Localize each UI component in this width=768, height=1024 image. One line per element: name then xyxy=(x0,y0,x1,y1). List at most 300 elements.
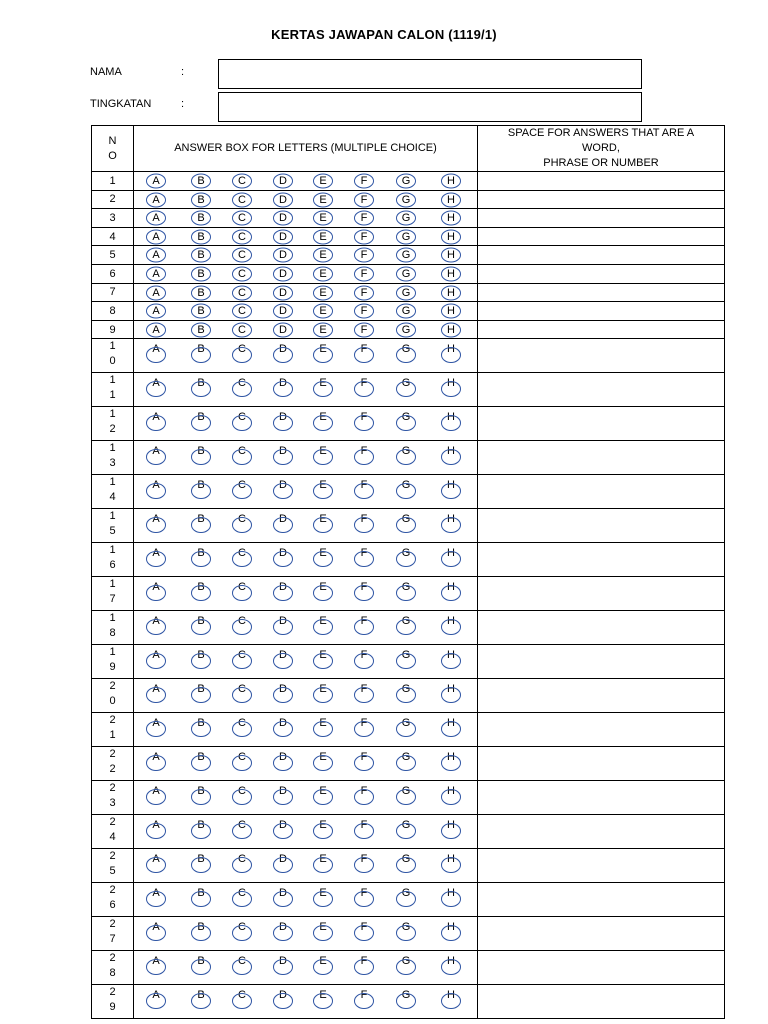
option-a-bubble[interactable] xyxy=(147,955,166,975)
option-g-bubble[interactable] xyxy=(397,887,416,907)
option-g-bubble[interactable] xyxy=(397,819,416,839)
option-c-bubble[interactable] xyxy=(233,411,252,431)
option-g-bubble[interactable] xyxy=(397,267,416,281)
option-h-bubble[interactable] xyxy=(442,479,461,499)
question-number xyxy=(92,543,134,577)
option-b-bubble[interactable] xyxy=(192,887,211,907)
option-g-bubble[interactable] xyxy=(397,547,416,567)
option-a-bubble[interactable] xyxy=(147,547,166,567)
nama-field[interactable] xyxy=(218,59,642,89)
option-d-bubble[interactable] xyxy=(274,785,293,805)
option-c-bubble[interactable] xyxy=(233,343,252,363)
option-a-bubble[interactable] xyxy=(147,343,166,363)
option-b-bubble[interactable] xyxy=(192,377,211,397)
question-number-digit: 2 xyxy=(109,782,116,795)
option-letter: A xyxy=(152,683,160,696)
option-g-bubble[interactable] xyxy=(397,513,416,533)
written-answer-cell[interactable] xyxy=(478,747,725,781)
option-a-bubble[interactable] xyxy=(147,230,166,244)
option-e-bubble[interactable] xyxy=(314,286,333,300)
option-b-bubble[interactable] xyxy=(192,581,211,601)
option-letter: G xyxy=(401,717,411,730)
option-h-bubble[interactable] xyxy=(442,649,461,669)
option-a-bubble[interactable] xyxy=(147,479,166,499)
option-b-bubble[interactable] xyxy=(192,921,211,941)
option-d-bubble[interactable] xyxy=(274,989,293,1009)
option-h-bubble[interactable] xyxy=(442,819,461,839)
option-c-bubble[interactable] xyxy=(233,989,252,1009)
option-b-bubble[interactable] xyxy=(192,230,211,244)
written-answer-cell[interactable] xyxy=(478,209,725,228)
choice-cell xyxy=(134,917,478,951)
option-a-bubble[interactable] xyxy=(147,286,166,300)
option-letter: H xyxy=(447,193,455,206)
option-f-bubble[interactable] xyxy=(355,989,374,1009)
option-b-bubble[interactable] xyxy=(192,211,211,225)
choice-cell xyxy=(134,543,478,577)
option-b-bubble[interactable] xyxy=(192,267,211,281)
option-b-bubble[interactable] xyxy=(192,547,211,567)
option-b-bubble[interactable] xyxy=(192,717,211,737)
option-b-bubble[interactable] xyxy=(192,193,211,207)
option-d-bubble[interactable] xyxy=(274,615,293,635)
written-answer-cell[interactable] xyxy=(478,264,725,283)
choice-cell xyxy=(134,209,478,228)
option-f-bubble[interactable] xyxy=(355,581,374,601)
option-letter: D xyxy=(279,581,287,594)
written-answer-cell[interactable] xyxy=(478,883,725,917)
option-e-bubble[interactable] xyxy=(314,479,333,499)
written-answer-cell[interactable] xyxy=(478,611,725,645)
option-g-bubble[interactable] xyxy=(397,377,416,397)
question-number xyxy=(92,441,134,475)
option-d-bubble[interactable] xyxy=(274,193,293,207)
option-f-bubble[interactable] xyxy=(355,547,374,567)
option-f-bubble[interactable] xyxy=(355,887,374,907)
option-g-bubble[interactable] xyxy=(397,323,416,337)
option-letter: E xyxy=(319,785,327,798)
option-g-bubble[interactable] xyxy=(397,304,416,318)
option-letter: G xyxy=(401,955,411,968)
written-answer-cell[interactable] xyxy=(478,509,725,543)
option-c-bubble[interactable] xyxy=(233,377,252,397)
table-row xyxy=(92,407,725,441)
option-letter: C xyxy=(238,513,246,526)
written-answer-cell[interactable] xyxy=(478,985,725,1019)
option-d-bubble[interactable] xyxy=(274,267,293,281)
option-e-bubble[interactable] xyxy=(314,248,333,262)
option-letter: D xyxy=(279,445,287,458)
table-row xyxy=(92,951,725,985)
option-b-bubble[interactable] xyxy=(192,323,211,337)
written-answer-cell[interactable] xyxy=(478,781,725,815)
option-c-bubble[interactable] xyxy=(233,785,252,805)
option-g-bubble[interactable] xyxy=(397,174,416,188)
option-e-bubble[interactable] xyxy=(314,853,333,873)
option-h-bubble[interactable] xyxy=(442,581,461,601)
question-number-digit: 1 xyxy=(109,340,116,353)
option-c-bubble[interactable] xyxy=(233,751,252,771)
option-f-bubble[interactable] xyxy=(355,819,374,839)
option-a-bubble[interactable] xyxy=(147,785,166,805)
option-f-bubble[interactable] xyxy=(355,411,374,431)
written-answer-cell[interactable] xyxy=(478,679,725,713)
option-g-bubble[interactable] xyxy=(397,785,416,805)
option-h-bubble[interactable] xyxy=(442,785,461,805)
option-h-bubble[interactable] xyxy=(442,887,461,907)
option-b-bubble[interactable] xyxy=(192,513,211,533)
option-b-bubble[interactable] xyxy=(192,411,211,431)
option-a-bubble[interactable] xyxy=(147,411,166,431)
written-answer-cell[interactable] xyxy=(478,713,725,747)
option-letter: H xyxy=(447,547,455,560)
option-d-bubble[interactable] xyxy=(274,445,293,465)
option-c-bubble[interactable] xyxy=(233,615,252,635)
option-letter: E xyxy=(319,547,327,560)
option-f-bubble[interactable] xyxy=(355,304,374,318)
option-g-bubble[interactable] xyxy=(397,211,416,225)
option-a-bubble[interactable] xyxy=(147,717,166,737)
option-e-bubble[interactable] xyxy=(314,785,333,805)
option-b-bubble[interactable] xyxy=(192,248,211,262)
option-a-bubble[interactable] xyxy=(147,445,166,465)
option-f-bubble[interactable] xyxy=(355,323,374,337)
question-number-digit: 2 xyxy=(109,952,116,965)
option-h-bubble[interactable] xyxy=(442,683,461,703)
option-g-bubble[interactable] xyxy=(397,853,416,873)
option-h-bubble[interactable] xyxy=(442,513,461,533)
written-answer-cell[interactable] xyxy=(478,190,725,209)
option-d-bubble[interactable] xyxy=(274,547,293,567)
option-d-bubble[interactable] xyxy=(274,683,293,703)
option-h-bubble[interactable] xyxy=(442,547,461,567)
option-d-bubble[interactable] xyxy=(274,174,293,188)
option-c-bubble[interactable] xyxy=(233,887,252,907)
option-letter: G xyxy=(401,212,411,225)
option-d-bubble[interactable] xyxy=(274,343,293,363)
option-e-bubble[interactable] xyxy=(314,751,333,771)
option-c-bubble[interactable] xyxy=(233,717,252,737)
option-c-bubble[interactable] xyxy=(233,248,252,262)
option-b-bubble[interactable] xyxy=(192,615,211,635)
option-f-bubble[interactable] xyxy=(355,853,374,873)
option-a-bubble[interactable] xyxy=(147,921,166,941)
option-d-bubble[interactable] xyxy=(274,248,293,262)
written-answer-cell[interactable] xyxy=(478,320,725,339)
option-a-bubble[interactable] xyxy=(147,683,166,703)
option-b-bubble[interactable] xyxy=(192,819,211,839)
option-h-bubble[interactable] xyxy=(442,211,461,225)
option-a-bubble[interactable] xyxy=(147,615,166,635)
option-g-bubble[interactable] xyxy=(397,989,416,1009)
option-f-bubble[interactable] xyxy=(355,174,374,188)
option-e-bubble[interactable] xyxy=(314,615,333,635)
option-e-bubble[interactable] xyxy=(314,819,333,839)
option-e-bubble[interactable] xyxy=(314,323,333,337)
option-c-bubble[interactable] xyxy=(233,479,252,499)
option-e-bubble[interactable] xyxy=(314,683,333,703)
option-f-bubble[interactable] xyxy=(355,649,374,669)
option-letter: F xyxy=(360,343,368,356)
option-d-bubble[interactable] xyxy=(274,955,293,975)
written-answer-cell[interactable] xyxy=(478,849,725,883)
option-f-bubble[interactable] xyxy=(355,615,374,635)
option-f-bubble[interactable] xyxy=(355,751,374,771)
written-answer-cell[interactable] xyxy=(478,227,725,246)
option-c-bubble[interactable] xyxy=(233,286,252,300)
written-answer-cell[interactable] xyxy=(478,917,725,951)
question-number xyxy=(92,985,134,1019)
question-number xyxy=(92,849,134,883)
choice-bubbles xyxy=(134,209,478,227)
option-a-bubble[interactable] xyxy=(147,581,166,601)
option-c-bubble[interactable] xyxy=(233,211,252,225)
option-g-bubble[interactable] xyxy=(397,248,416,262)
option-letter: H xyxy=(447,751,455,764)
option-g-bubble[interactable] xyxy=(397,286,416,300)
option-f-bubble[interactable] xyxy=(355,343,374,363)
option-e-bubble[interactable] xyxy=(314,304,333,318)
choice-cell xyxy=(134,747,478,781)
option-letter: C xyxy=(238,887,246,900)
option-d-bubble[interactable] xyxy=(274,323,293,337)
option-d-bubble[interactable] xyxy=(274,211,293,225)
option-e-bubble[interactable] xyxy=(314,343,333,363)
written-answer-cell[interactable] xyxy=(478,302,725,321)
option-a-bubble[interactable] xyxy=(147,304,166,318)
option-b-bubble[interactable] xyxy=(192,751,211,771)
option-c-bubble[interactable] xyxy=(233,267,252,281)
option-g-bubble[interactable] xyxy=(397,921,416,941)
option-b-bubble[interactable] xyxy=(192,955,211,975)
option-g-bubble[interactable] xyxy=(397,955,416,975)
option-a-bubble[interactable] xyxy=(147,853,166,873)
option-a-bubble[interactable] xyxy=(147,193,166,207)
option-f-bubble[interactable] xyxy=(355,955,374,975)
option-a-bubble[interactable] xyxy=(147,819,166,839)
option-g-bubble[interactable] xyxy=(397,479,416,499)
option-letter: F xyxy=(360,323,368,336)
option-c-bubble[interactable] xyxy=(233,513,252,533)
option-c-bubble[interactable] xyxy=(233,230,252,244)
option-h-bubble[interactable] xyxy=(442,411,461,431)
written-answer-cell[interactable] xyxy=(478,407,725,441)
option-h-bubble[interactable] xyxy=(442,286,461,300)
option-d-bubble[interactable] xyxy=(274,230,293,244)
option-c-bubble[interactable] xyxy=(233,683,252,703)
option-h-bubble[interactable] xyxy=(442,193,461,207)
option-c-bubble[interactable] xyxy=(233,174,252,188)
option-c-bubble[interactable] xyxy=(233,323,252,337)
option-g-bubble[interactable] xyxy=(397,649,416,669)
option-f-bubble[interactable] xyxy=(355,513,374,533)
option-a-bubble[interactable] xyxy=(147,377,166,397)
option-f-bubble[interactable] xyxy=(355,267,374,281)
option-letter: H xyxy=(447,323,455,336)
option-h-bubble[interactable] xyxy=(442,921,461,941)
tingkatan-field[interactable] xyxy=(218,92,642,122)
option-e-bubble[interactable] xyxy=(314,445,333,465)
option-b-bubble[interactable] xyxy=(192,343,211,363)
option-c-bubble[interactable] xyxy=(233,819,252,839)
option-g-bubble[interactable] xyxy=(397,445,416,465)
option-f-bubble[interactable] xyxy=(355,377,374,397)
option-b-bubble[interactable] xyxy=(192,445,211,465)
option-f-bubble[interactable] xyxy=(355,230,374,244)
written-answer-cell[interactable] xyxy=(478,815,725,849)
option-f-bubble[interactable] xyxy=(355,479,374,499)
option-h-bubble[interactable] xyxy=(442,267,461,281)
option-b-bubble[interactable] xyxy=(192,853,211,873)
option-h-bubble[interactable] xyxy=(442,615,461,635)
written-answer-cell[interactable] xyxy=(478,441,725,475)
option-h-bubble[interactable] xyxy=(442,174,461,188)
written-answer-cell[interactable] xyxy=(478,283,725,302)
option-b-bubble[interactable] xyxy=(192,785,211,805)
option-d-bubble[interactable] xyxy=(274,887,293,907)
option-a-bubble[interactable] xyxy=(147,649,166,669)
option-d-bubble[interactable] xyxy=(274,819,293,839)
option-g-bubble[interactable] xyxy=(397,230,416,244)
option-f-bubble[interactable] xyxy=(355,717,374,737)
option-e-bubble[interactable] xyxy=(314,989,333,1009)
option-e-bubble[interactable] xyxy=(314,174,333,188)
option-f-bubble[interactable] xyxy=(355,683,374,703)
option-c-bubble[interactable] xyxy=(233,921,252,941)
option-d-bubble[interactable] xyxy=(274,479,293,499)
option-b-bubble[interactable] xyxy=(192,286,211,300)
option-b-bubble[interactable] xyxy=(192,989,211,1009)
option-e-bubble[interactable] xyxy=(314,581,333,601)
option-b-bubble[interactable] xyxy=(192,683,211,703)
option-b-bubble[interactable] xyxy=(192,174,211,188)
option-f-bubble[interactable] xyxy=(355,445,374,465)
option-c-bubble[interactable] xyxy=(233,649,252,669)
option-d-bubble[interactable] xyxy=(274,513,293,533)
option-a-bubble[interactable] xyxy=(147,267,166,281)
option-e-bubble[interactable] xyxy=(314,411,333,431)
option-f-bubble[interactable] xyxy=(355,211,374,225)
option-e-bubble[interactable] xyxy=(314,211,333,225)
option-e-bubble[interactable] xyxy=(314,377,333,397)
option-b-bubble[interactable] xyxy=(192,479,211,499)
written-answer-cell[interactable] xyxy=(478,172,725,191)
option-d-bubble[interactable] xyxy=(274,921,293,941)
option-g-bubble[interactable] xyxy=(397,193,416,207)
option-c-bubble[interactable] xyxy=(233,853,252,873)
question-number-digit: 1 xyxy=(109,578,116,591)
option-c-bubble[interactable] xyxy=(233,445,252,465)
option-f-bubble[interactable] xyxy=(355,785,374,805)
header-answer-line: WORD, xyxy=(582,142,620,154)
option-h-bubble[interactable] xyxy=(442,343,461,363)
option-a-bubble[interactable] xyxy=(147,989,166,1009)
option-e-bubble[interactable] xyxy=(314,547,333,567)
written-answer-cell[interactable] xyxy=(478,543,725,577)
option-c-bubble[interactable] xyxy=(233,547,252,567)
option-g-bubble[interactable] xyxy=(397,683,416,703)
option-e-bubble[interactable] xyxy=(314,955,333,975)
option-b-bubble[interactable] xyxy=(192,649,211,669)
option-g-bubble[interactable] xyxy=(397,751,416,771)
option-e-bubble[interactable] xyxy=(314,230,333,244)
option-e-bubble[interactable] xyxy=(314,921,333,941)
option-h-bubble[interactable] xyxy=(442,955,461,975)
option-a-bubble[interactable] xyxy=(147,513,166,533)
option-a-bubble[interactable] xyxy=(147,211,166,225)
option-g-bubble[interactable] xyxy=(397,581,416,601)
option-h-bubble[interactable] xyxy=(442,304,461,318)
option-d-bubble[interactable] xyxy=(274,377,293,397)
option-g-bubble[interactable] xyxy=(397,411,416,431)
option-a-bubble[interactable] xyxy=(147,174,166,188)
option-h-bubble[interactable] xyxy=(442,717,461,737)
option-h-bubble[interactable] xyxy=(442,989,461,1009)
option-e-bubble[interactable] xyxy=(314,267,333,281)
written-answer-cell[interactable] xyxy=(478,577,725,611)
option-h-bubble[interactable] xyxy=(442,248,461,262)
written-answer-cell[interactable] xyxy=(478,475,725,509)
option-c-bubble[interactable] xyxy=(233,955,252,975)
option-h-bubble[interactable] xyxy=(442,751,461,771)
option-g-bubble[interactable] xyxy=(397,717,416,737)
option-c-bubble[interactable] xyxy=(233,304,252,318)
option-d-bubble[interactable] xyxy=(274,649,293,669)
question-number-digit: 4 xyxy=(109,831,116,844)
written-answer-cell[interactable] xyxy=(478,645,725,679)
choice-cell xyxy=(134,849,478,883)
written-answer-cell[interactable] xyxy=(478,373,725,407)
option-b-bubble[interactable] xyxy=(192,304,211,318)
option-d-bubble[interactable] xyxy=(274,717,293,737)
option-e-bubble[interactable] xyxy=(314,717,333,737)
option-e-bubble[interactable] xyxy=(314,193,333,207)
option-f-bubble[interactable] xyxy=(355,248,374,262)
written-answer-cell[interactable] xyxy=(478,951,725,985)
option-e-bubble[interactable] xyxy=(314,649,333,669)
option-d-bubble[interactable] xyxy=(274,286,293,300)
option-h-bubble[interactable] xyxy=(442,445,461,465)
option-a-bubble[interactable] xyxy=(147,248,166,262)
option-h-bubble[interactable] xyxy=(442,323,461,337)
option-h-bubble[interactable] xyxy=(442,377,461,397)
option-h-bubble[interactable] xyxy=(442,853,461,873)
option-letter: B xyxy=(197,649,205,662)
option-letter: A xyxy=(152,230,160,243)
option-d-bubble[interactable] xyxy=(274,581,293,601)
option-g-bubble[interactable] xyxy=(397,615,416,635)
option-f-bubble[interactable] xyxy=(355,921,374,941)
page-title: KERTAS JAWAPAN CALON (1119/1) xyxy=(271,27,497,42)
written-answer-cell[interactable] xyxy=(478,246,725,265)
option-c-bubble[interactable] xyxy=(233,193,252,207)
option-d-bubble[interactable] xyxy=(274,751,293,771)
option-a-bubble[interactable] xyxy=(147,323,166,337)
option-d-bubble[interactable] xyxy=(274,304,293,318)
option-c-bubble[interactable] xyxy=(233,581,252,601)
option-a-bubble[interactable] xyxy=(147,887,166,907)
written-answer-cell[interactable] xyxy=(478,339,725,373)
option-f-bubble[interactable] xyxy=(355,286,374,300)
option-e-bubble[interactable] xyxy=(314,513,333,533)
option-g-bubble[interactable] xyxy=(397,343,416,363)
option-f-bubble[interactable] xyxy=(355,193,374,207)
option-h-bubble[interactable] xyxy=(442,230,461,244)
option-a-bubble[interactable] xyxy=(147,751,166,771)
option-e-bubble[interactable] xyxy=(314,887,333,907)
option-d-bubble[interactable] xyxy=(274,853,293,873)
option-d-bubble[interactable] xyxy=(274,411,293,431)
